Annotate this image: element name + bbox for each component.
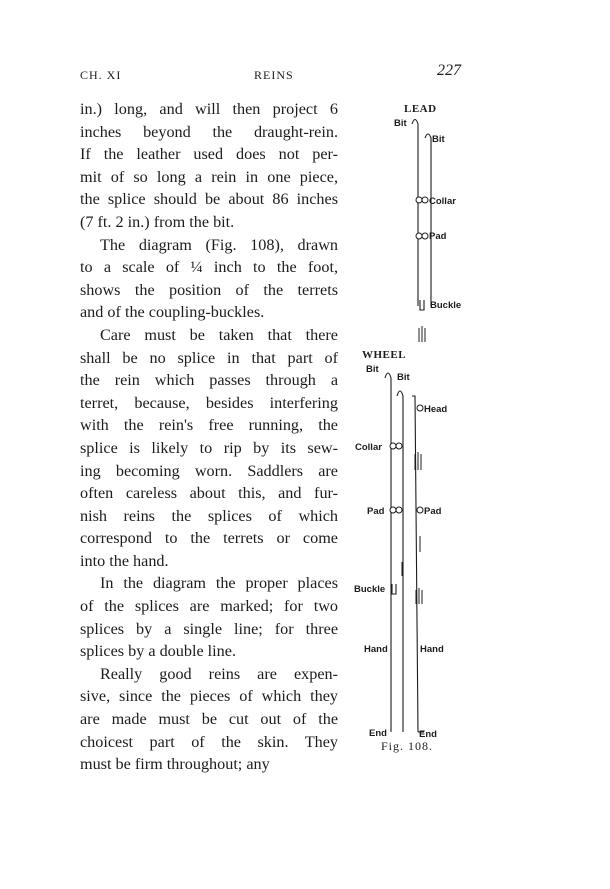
wheel-rein-left-inner [397,391,403,732]
lead-rein-right [425,134,431,306]
lead-pad-terret-left [416,233,422,239]
wheel-buckle [392,584,396,594]
body-text [80,98,338,776]
lead-collar-terret-right [422,197,428,203]
text-line: In the diagram the proper places [100,574,338,593]
text-line: often careless about this, and fur- [80,484,338,503]
text-line: terret, because, besides interfering [80,393,338,412]
text-line: shows the position of the terrets [80,280,338,299]
text-line: the rein which passes through a [80,371,338,390]
text-line: shall be no splice in that part of [80,348,338,367]
lead-bit-right-label: Bit [432,134,445,145]
text-line: The diagram (Fig. 108), drawn [100,235,338,254]
wheel-pad-terret-right [396,507,402,513]
text-line: correspond to the terrets or come [80,529,338,548]
text-line: into the hand. [80,551,169,570]
text-line: to a scale of ¼ inch to the foot, [80,258,338,277]
text-line: the splice should be about 86 inches [80,190,338,209]
page-number: 227 [437,62,461,79]
text-line: If the leather used does not per- [80,145,338,164]
text-line: (7 ft. 2 in.) from the bit. [80,212,235,231]
wheel-pad-terret-left [390,507,396,513]
wheel-collar-label: Collar [355,442,382,453]
running-head-title: REINS [254,68,294,82]
figure-caption: Fig. 108. [381,739,434,753]
text-line: splices by a single line; for three [80,619,338,638]
text-line: Care must be taken that there [100,325,338,344]
lead-pad-label: Pad [429,231,447,242]
text-line: with the rein's free running, the [80,416,338,435]
lead-collar-label: Collar [429,196,456,207]
lead-title: LEAD [404,103,437,115]
lead-collar-terret-left [416,197,422,203]
text-line: of the splices are marked; for two [80,597,338,616]
wheel-rein-right [412,396,418,732]
text-line: ing becoming worn. Saddlers are [80,461,338,480]
text-line: and of the coupling-buckles. [80,303,265,322]
wheel-head-terret [417,405,423,411]
text-line: sive, since the pieces of which they [80,687,338,706]
text-line: must be firm throughout; any [80,755,270,774]
wheel-bit-left-label: Bit [366,364,379,375]
wheel-hand-left-label: Hand [364,644,388,655]
text-line: inches beyond the draught-rein. [80,122,338,141]
text-line: mit of so long a rein in one piece, [80,167,338,186]
wheel-buckle-label: Buckle [354,584,386,595]
text-line: nish reins the splices of which [80,506,338,525]
text-line: Really good reins are expen- [100,664,338,683]
wheel-pad-right-label: Pad [424,506,442,517]
wheel-pad-terret-far [417,507,423,513]
wheel-collar-terret-right [396,443,402,449]
wheel-rein-left-outer [385,373,391,732]
wheel-head-label: Head [424,404,448,415]
running-head-chapter: CH. XI [80,68,122,82]
text-line: splice is likely to rip by its sew- [80,438,338,457]
lead-buckle-label: Buckle [430,300,462,311]
reins-diagram [348,96,473,756]
wheel-hand-right-label: Hand [420,644,444,655]
lead-buckle [420,300,424,310]
text-line: choicest part of the skin. They [80,732,338,751]
wheel-bit-right-label: Bit [397,372,410,383]
wheel-end-right-label: End [419,729,437,740]
wheel-title: WHEEL [362,349,407,361]
wheel-collar-terret-left [390,443,396,449]
lead-bit-left-label: Bit [394,118,407,129]
lead-pad-terret-right [422,233,428,239]
wheel-end-left-label: End [369,728,387,739]
text-line: splices by a double line. [80,642,236,661]
lead-rein-left [412,120,418,307]
text-line: in.) long, and will then project 6 [80,100,338,118]
wheel-pad-left-label: Pad [367,506,385,517]
text-line: are made must be cut out of the [80,710,338,729]
